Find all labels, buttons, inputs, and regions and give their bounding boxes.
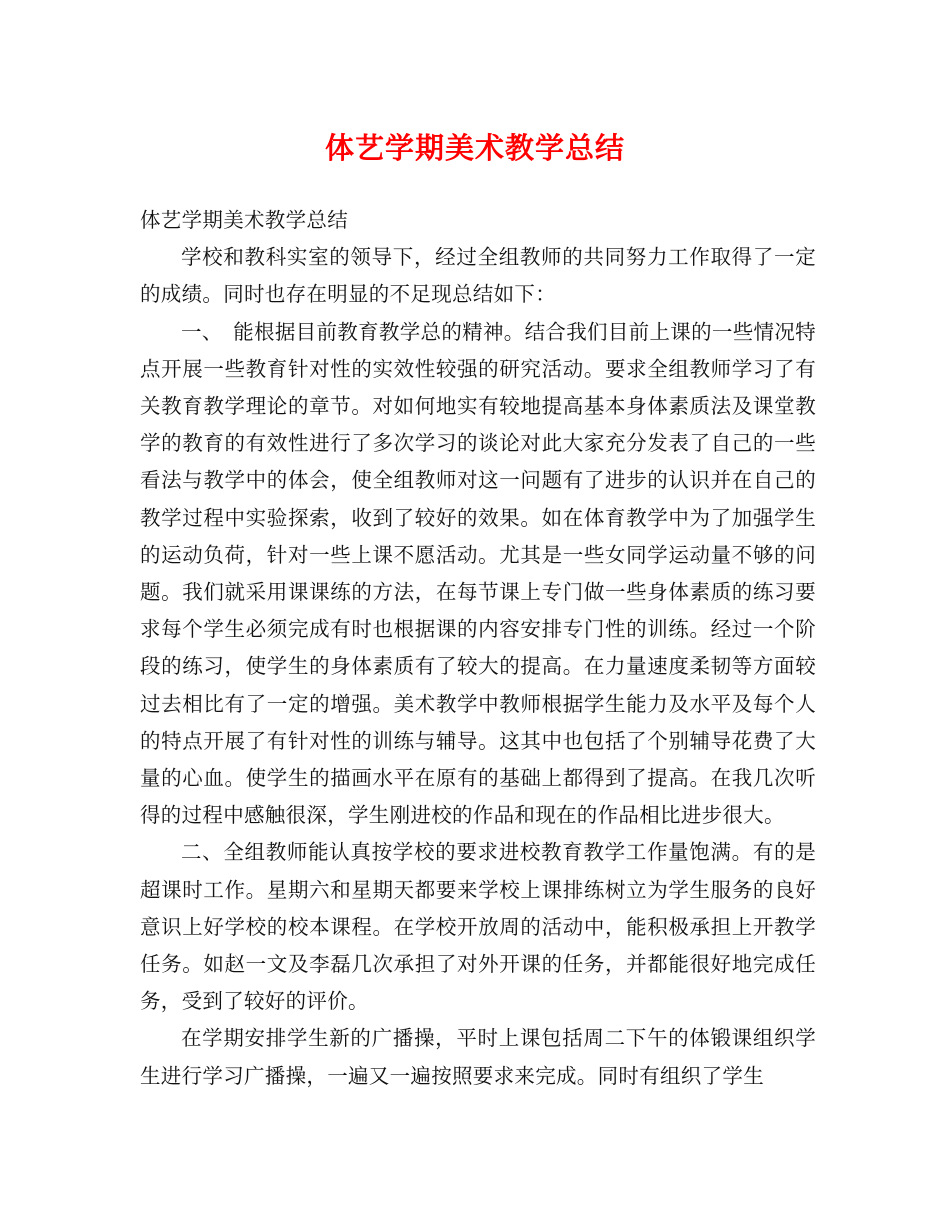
document-title: 体艺学期美术教学总结 bbox=[324, 131, 625, 165]
paragraph-section-one: 一、 能根据目前教育教学总的精神。结合我们目前上课的一些情况特点开展一些教育针对性的实效性较强的研究活动。要求全组教师学习了有关教育教学理论的章节。对如何地实有较地提高基本身体素质法及课堂教学的教育的有效性进行了多次学习的谈论对此大家充分发表了自己的一些看法与教学中的体会，使全组教师对这一问题有了进步的认识并在自己的教学过程中实验探索，收到了较好的效果。如在体育教学中为了加强学生的运动负荷，针对一些上课不愿活动。尤其是一些女同学运动量不够的问题。我们就采用课课练的方法，在每节课上专门做一些身体素质的练习要求每个学生必须完成有时也根据课的内容安排专门性的训练。经过一个阶段的练习，使学生的身体素质有了较大的提高。在力量速度柔韧等方面较过去相比有了一定的增强。美术教学中教师根据学生能力及水平及每个人的特点开展了有针对性的训练与辅导。这其中也包括了个别辅导花费了大量的心血。使学生的描画水平在原有的基础上都得到了提高。在我几次听得的过程中感触很深，学生刚进校的作品和现在的作品相比进步很大。 bbox=[140, 319, 816, 828]
paragraph-broadcast-exercise: 在学期安排学生新的广播操，平时上课包括周二下午的体锻课组织学生进行学习广播操，一遍又一遍按照要求来完成。同时有组织了学生 bbox=[140, 1026, 816, 1088]
paragraph-intro: 学校和教科实室的领导下，经过全组教师的共同努力工作取得了一定的成绩。同时也存在明显的不足现总结如下： bbox=[140, 245, 816, 307]
paragraph-section-two: 二、全组教师能认真按学校的要求进校教育教学工作量饱满。有的是超课时工作。星期六和星期天都要来学校上课排练树立为学生服务的良好意识上好学校的校本课程。在学校开放周的活动中，能积极承担上开教学任务。如赵一文及李磊几次承担了对外开课的任务，并都能很好地完成任务，受到了较好的评价。 bbox=[140, 840, 816, 1014]
document-subtitle: 体艺学期美术教学总结 bbox=[140, 208, 348, 232]
document-body bbox=[140, 202, 816, 1095]
